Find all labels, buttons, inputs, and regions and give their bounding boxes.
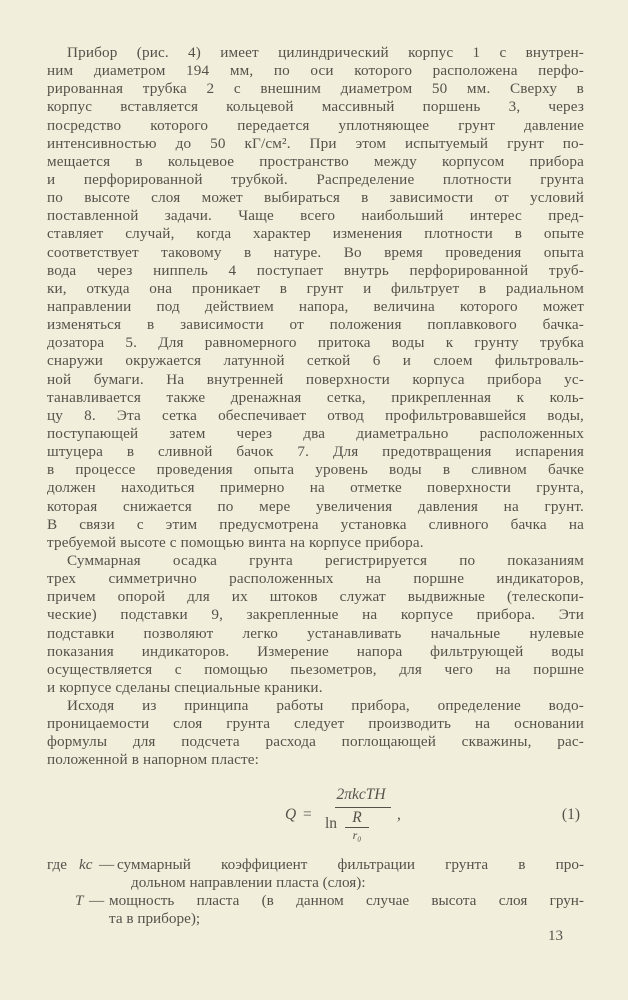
page-body <box>47 44 584 928</box>
text-line: поставленной задачи. Чаще всего наибольший интерес пред- <box>47 207 584 225</box>
definition-dash: — <box>99 856 115 873</box>
equation-number: (1) <box>561 806 580 823</box>
text-line: формулы для подсчета расхода поглощающей скважины, рас- <box>47 733 584 751</box>
formula-equals: = <box>303 806 312 823</box>
fraction-bar <box>335 807 391 808</box>
definition-line <box>47 856 584 874</box>
paragraph-1 <box>47 44 584 552</box>
text-line: изменяться в зависимости от положения поплавкового бачка- <box>47 316 584 334</box>
text-line: корпус вставляется кольцевой массивный поршень 3, через <box>47 98 584 116</box>
formula-R: R <box>352 809 362 826</box>
definition-symbol: T <box>75 892 84 910</box>
text-line: и корпусе сделаны специальные краники. <box>47 678 323 696</box>
text-line: причем опорой для их штоков служат выдвижные (телескопи- <box>47 588 584 606</box>
text-line: Прибор (рис. 4) имеет цилиндрический корпус 1 с внутрен- <box>67 44 584 61</box>
definition-line <box>47 874 584 892</box>
text-line: ставляет случай, когда характер изменения плотности в опыте <box>47 225 584 243</box>
text-line: мещается в кольцевое пространство между корпусом прибора <box>47 152 584 170</box>
text-line: проницаемости слоя грунта следует производить на основании <box>47 715 584 733</box>
formula-lhs: Q <box>285 806 297 823</box>
definition-text: суммарный коэффициент фильтрации грунта в про- <box>117 856 584 873</box>
formula-1 <box>47 786 584 846</box>
text-line: по высоте слоя может выбираться в зависимости от условий <box>47 189 584 207</box>
text-line: Суммарная осадка грунта регистрируется по показаниям <box>67 551 584 569</box>
text-line: танавливается также дренажная сетка, прикрепленная к коль- <box>47 388 584 406</box>
definition-text: та в приборе); <box>109 910 201 928</box>
text-line: ческие) подставки 9, закрепленные на корпусе прибора. Эти <box>47 606 584 624</box>
text-line: положенной в напорном пласте: <box>47 751 260 769</box>
definition-lead: где <box>47 856 67 873</box>
text-line: дозатора 5. Для равномерного притока воды к грунту трубка <box>47 334 584 352</box>
definition-line <box>47 910 584 928</box>
text-line: показания индикаторов. Измерение напора фильтрующей воды <box>47 642 584 660</box>
page-number: 13 <box>548 928 563 944</box>
formula-fraction <box>325 786 397 842</box>
text-line: соответствует таковому в натуре. Во время проведения опыта <box>47 243 584 261</box>
formula-ln: ln <box>325 815 338 832</box>
text-line: ки, откуда она проникает в грунт и фильтрует в радиальном <box>47 279 584 297</box>
text-line: поступающей затем через два диаметрально расположенных <box>47 424 584 442</box>
text-line: в процессе проведения опыта уровень воды в сливном бачке <box>47 461 584 479</box>
text-line: рированная трубка 2 с внешним диаметром 50 мм. Сверху в <box>47 80 584 98</box>
formula-r-fraction <box>345 809 369 843</box>
text-line: которая снижается по мере увеличения давления на грунт. <box>47 497 584 515</box>
text-line: интенсивностью до 50 кГ/см². При этом испытуемый грунт по- <box>47 134 584 152</box>
formula-r0: r₀ <box>352 828 362 842</box>
text-line: снаружи окружается латунной сеткой 6 и слоем фильтроваль- <box>47 352 584 370</box>
text-line: осуществляется с помощью пьезометров, для чего на поршне <box>47 660 584 678</box>
text-line: вода через ниппель 4 поступает внутрь перфорированной труб- <box>47 261 584 279</box>
text-line: подставки позволяют легко устанавливать начальные нулевые <box>47 624 584 642</box>
definition-line <box>47 892 584 910</box>
text-line: цу 8. Эта сетка обеспечивает отвод профильтровавшейся воды, <box>47 406 584 424</box>
text-line: направлении под действием напора, величина которого может <box>47 297 584 315</box>
formula-numerator: 2πkcTH <box>336 786 386 803</box>
definition-dash: — <box>89 892 105 910</box>
text-line: требуемой высоте с помощью винта на корпусе прибора. <box>47 533 424 551</box>
text-line: В связи с этим предусмотрена установка сливного бачка на <box>47 515 584 533</box>
paragraph-2 <box>47 552 584 697</box>
formula-denominator <box>325 809 397 842</box>
text-line: Исходя из принципа работы прибора, определение водо- <box>67 697 584 715</box>
formula-comma: , <box>397 806 401 823</box>
text-line: ной бумаги. На внутренней поверхности корпуса прибора ус- <box>47 370 584 388</box>
definition-symbol: kc <box>79 856 93 873</box>
text-line: и перфорированной трубкой. Распределение плотности грунта <box>47 170 584 188</box>
text-line: трех симметрично расположенных на поршне индикаторов, <box>47 570 584 588</box>
text-line: ним диаметром 194 мм, по оси которого расположена перфо- <box>47 62 584 80</box>
paragraph-3 <box>47 697 584 770</box>
definition-text: мощность пласта (в данном случае высота слоя грун- <box>109 892 584 910</box>
text-line: посредство которого передается уплотняющее грунт давление <box>47 116 584 134</box>
definitions <box>47 856 584 929</box>
text-line: должен находиться примерно на отметке поверхности грунта, <box>47 479 584 497</box>
text-line: штуцера в сливной бачок 7. Для предотвращения испарения <box>47 443 584 461</box>
definition-text: дольном направлении пласта (слоя): <box>131 874 366 892</box>
